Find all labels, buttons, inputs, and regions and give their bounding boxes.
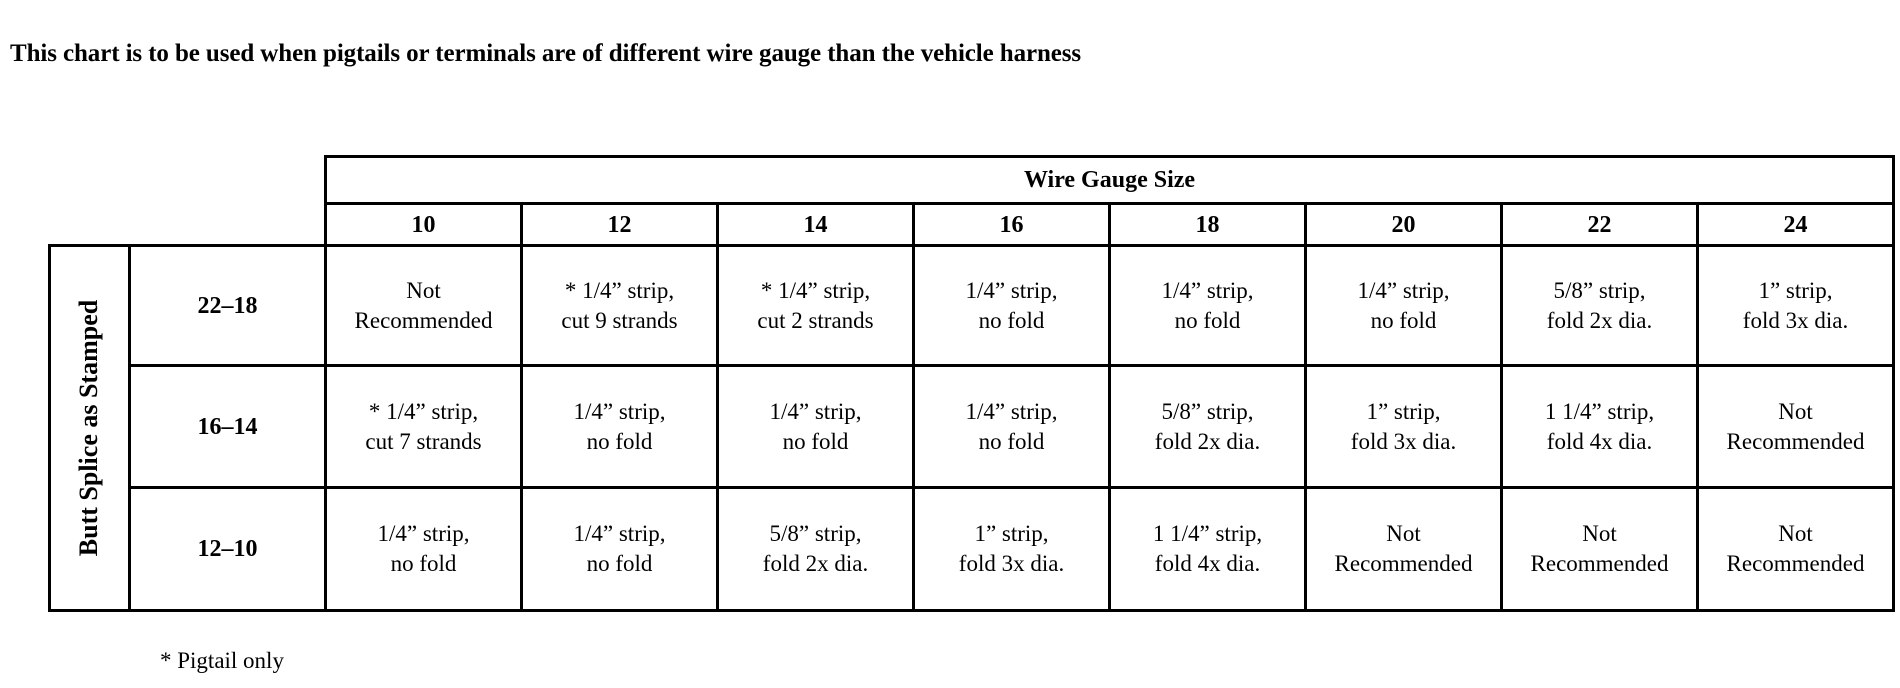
column-header-16: 16: [912, 202, 1108, 244]
table-cell: * 1/4” strip, cut 2 strands: [716, 244, 912, 364]
column-group-title: Wire Gauge Size: [324, 155, 1892, 202]
table-cell: 1/4” strip, no fold: [520, 364, 716, 486]
table-cell: Not Recommended: [1500, 486, 1696, 609]
table-cell: 1 1/4” strip, fold 4x dia.: [1500, 364, 1696, 486]
table-cell: 1/4” strip, no fold: [716, 364, 912, 486]
table-cell: 1/4” strip, no fold: [912, 244, 1108, 364]
table-cell: * 1/4” strip, cut 7 strands: [324, 364, 520, 486]
table-cell: 5/8” strip, fold 2x dia.: [716, 486, 912, 609]
column-header-12: 12: [520, 202, 716, 244]
column-header-18: 18: [1108, 202, 1304, 244]
row-group-title: Butt Splice as Stamped: [74, 299, 104, 557]
column-header-10: 10: [324, 202, 520, 244]
row-header: 12–10: [128, 486, 324, 609]
table-cell: 5/8” strip, fold 2x dia.: [1108, 364, 1304, 486]
table-cell: 1/4” strip, no fold: [1304, 244, 1500, 364]
table-cell: 1/4” strip, no fold: [520, 486, 716, 609]
table-cell: 5/8” strip, fold 2x dia.: [1500, 244, 1696, 364]
table-cell: 1/4” strip, no fold: [912, 364, 1108, 486]
table-cell: 1/4” strip, no fold: [1108, 244, 1304, 364]
table-cell: Not Recommended: [324, 244, 520, 364]
table-cell: 1/4” strip, no fold: [324, 486, 520, 609]
table-cell: Not Recommended: [1696, 486, 1892, 609]
table-cell: 1” strip, fold 3x dia.: [1696, 244, 1892, 364]
row-header: 22–18: [128, 244, 324, 364]
table-cell: Not Recommended: [1696, 364, 1892, 486]
table-cell: 1 1/4” strip, fold 4x dia.: [1108, 486, 1304, 609]
page-heading: This chart is to be used when pigtails or terminals are of different wire gauge than the vehicle harness: [10, 40, 1082, 67]
table-cell: Not Recommended: [1304, 486, 1500, 609]
wire-gauge-table: [48, 155, 1895, 612]
row-header: 16–14: [128, 364, 324, 486]
table-cell: 1” strip, fold 3x dia.: [912, 486, 1108, 609]
table-corner-blank: [48, 155, 324, 244]
table-cell: 1” strip, fold 3x dia.: [1304, 364, 1500, 486]
row-group-title-cell: [48, 244, 128, 609]
column-header-14: 14: [716, 202, 912, 244]
column-header-20: 20: [1304, 202, 1500, 244]
column-header-24: 24: [1696, 202, 1892, 244]
column-header-22: 22: [1500, 202, 1696, 244]
table-cell: * 1/4” strip, cut 9 strands: [520, 244, 716, 364]
footnote: * Pigtail only: [160, 648, 284, 673]
